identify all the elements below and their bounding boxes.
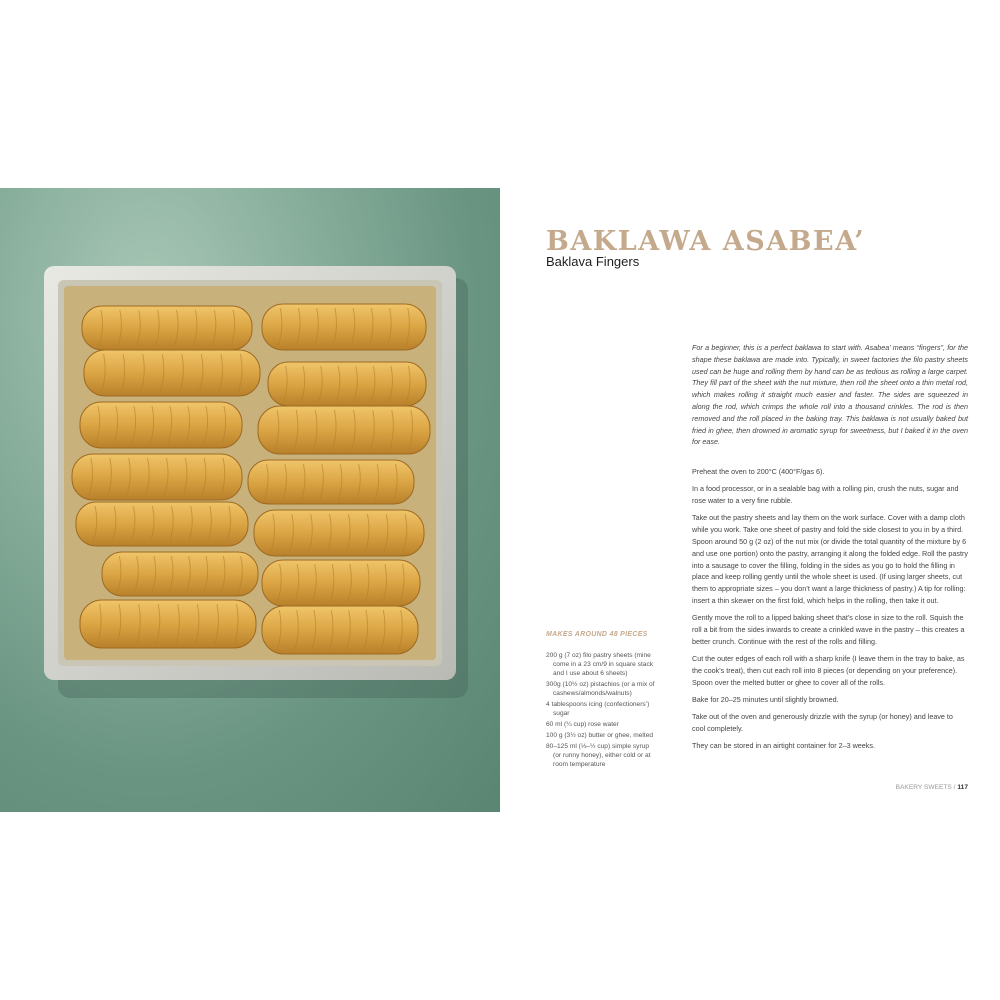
ingredient-item: 60 ml (¼ cup) rose water: [546, 720, 619, 728]
baklava-roll: [262, 606, 418, 654]
baklava-roll: [72, 454, 242, 500]
recipe-intro: For a beginner, this is a perfect baklawa to start with. Asabea’ means “fingers”, for the shape these baklawa are made into. Typically, in sweet factories the filo pastry sheets used can be huge and rolling them by hand can be as tedious as rolling a large carpet. They fill part of the sheet with the nut mixture, then roll the sheet onto a thin metal rod, which makes rolling it straight much easier and faster. The sides are squeezed in along the rod, which crimps the whole roll into a thousand crinkles. The rod is then removed and the roll placed in the baking tray. This baklawa is not usually baked but fried in ghee, then drowned in aromatic syrup for sweetness, but I baked it in the oven for ease.: [692, 343, 968, 447]
ingredient-item: 4 tablespoons icing (confectioners’) sugar: [546, 700, 650, 717]
baklava-roll: [254, 510, 424, 556]
method-step: In a food processor, or in a sealable bag with a rolling pin, crush the nuts, sugar and rose water to a very fine rubble.: [692, 484, 959, 506]
page-footer: [896, 784, 968, 791]
recipe-method: [692, 466, 968, 758]
baklava-roll: [102, 552, 258, 596]
method-step: They can be stored in an airtight container for 2–3 weeks.: [692, 741, 875, 751]
recipe-page: [500, 188, 1000, 812]
baklava-tray-illustration: [0, 188, 500, 812]
page-number: 117: [957, 784, 968, 791]
baklava-roll: [82, 306, 252, 350]
method-step: Gently move the roll to a lipped baking sheet that’s close in size to the roll. Squish the roll a bit from the sides inwards to create a crinkled wave in the pastry – this creates a better crunch. Continue with the rest of the rolls and filling.: [692, 613, 965, 646]
footer-separator: /: [953, 784, 956, 791]
baklava-roll: [258, 406, 430, 454]
ingredient-item: 300g (10½ oz) pistachios (or a mix of cashews/almonds/walnuts): [546, 680, 655, 697]
ingredient-item: 80–125 ml (⅓–½ cup) simple syrup (or runny honey), either cold or at room temperature: [546, 743, 651, 768]
ingredient-list: [546, 652, 658, 772]
baklava-roll: [262, 304, 426, 350]
method-step: Take out of the oven and generously drizzle with the syrup (or honey) and leave to cool completely.: [692, 712, 953, 734]
baklava-roll: [80, 600, 256, 648]
baklava-roll: [268, 362, 426, 406]
recipe-title: BAKLAWA ASABEA’: [546, 226, 866, 257]
ingredient-item: 100 g (3½ oz) butter or ghee, melted: [546, 731, 654, 739]
method-step: Bake for 20–25 minutes until slightly browned.: [692, 695, 839, 705]
ingredient-item: 200 g (7 oz) filo pastry sheets (mine come in a 23 cm/9 in square stack and I use about 6 sheets): [546, 652, 654, 677]
baklava-photo: [0, 188, 500, 812]
baklava-roll: [262, 560, 420, 606]
baklava-roll: [76, 502, 248, 546]
method-step: Take out the pastry sheets and lay them on the work surface. Cover with a damp cloth while you work. Take one sheet of pastry and fold the side closest to you in by a third. Spoon around 50 g (2 oz) of the nut mix (or divide the total quantity of the mixture by 6 and use one portion) onto the pastry, arranging it along the folded edge. Roll the pastry into a sausage to cover the filling, folding in the sides as you go to hold the filling in place and keep rolling gently until the whole sheet is used. (If using larger sheets, cut them to appropriate sizes – you don’t want a large thickness of pastry.) A tip for rolling: insert a thin skewer on the first fold, which helps in the rolling, then take it out.: [692, 513, 968, 605]
method-step: Cut the outer edges of each roll with a sharp knife (I leave them in the tray to bake, as the cook’s treat), then cut each roll into 8 pieces (or depending on your preference). Spoon over the melted butter or ghee to cover all of the rolls.: [692, 654, 965, 687]
recipe-subtitle: Baklava Fingers: [546, 254, 640, 269]
method-step: Preheat the oven to 200°C (400°F/gas 6).: [692, 467, 825, 476]
baklava-roll: [84, 350, 260, 396]
footer-section: BAKERY SWEETS: [895, 784, 952, 791]
recipe-yield: MAKES AROUND 48 PIECES: [546, 631, 648, 638]
baklava-roll: [248, 460, 414, 504]
baklava-roll: [80, 402, 242, 448]
